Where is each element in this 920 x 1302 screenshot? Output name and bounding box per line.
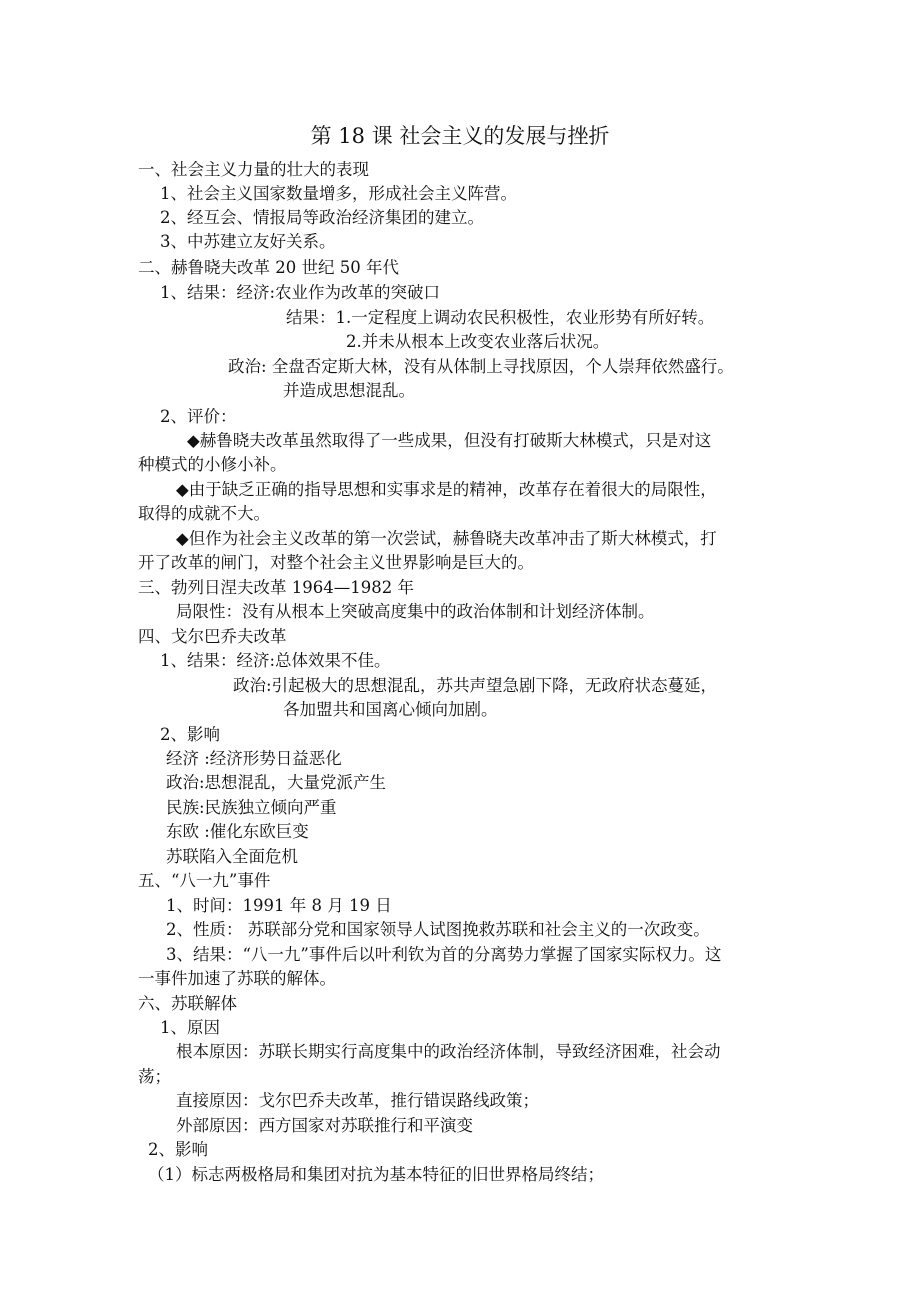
text-line: 东欧 :催化东欧巨变 (166, 822, 309, 841)
text-line: 政治:思想混乱，大量党派产生 (166, 773, 387, 792)
text-line: 3、中苏建立友好关系。 (160, 232, 336, 251)
section-heading-6: 六、苏联解体 (138, 994, 237, 1013)
section-heading-2: 二、赫鲁晓夫改革 20 世纪 50 年代 (138, 258, 399, 277)
text-line: 种模式的小修小补。 (138, 455, 287, 474)
section-heading-1: 一、社会主义力量的壮大的表现 (138, 160, 369, 179)
text-line: 2.并未从根本上改变农业落后状况。 (346, 332, 610, 351)
text-line: ◆由于缺乏正确的指导思想和实事求是的精神，改革存在着很大的局限性， (176, 480, 717, 499)
text-line: 2、影响 (148, 1140, 208, 1159)
text-line: 苏联陷入全面危机 (166, 847, 298, 866)
text-line: 根本原因：苏联长期实行高度集中的政治经济体制，导致经济困难，社会动 (176, 1042, 721, 1061)
text-line: （1）标志两极格局和集团对抗为基本特征的旧世界格局终结； (148, 1165, 604, 1184)
text-line: 各加盟共和国离心倾向加剧。 (283, 700, 498, 719)
text-line: 民族:民族独立倾向严重 (166, 798, 337, 817)
text-line: 经济 :经济形势日益恶化 (166, 749, 342, 768)
text-line: 荡； (138, 1067, 171, 1086)
text-line: 政治: 全盘否定斯大林，没有从体制上寻找原因，个人崇拜依然盛行。 (228, 357, 734, 376)
text-line: 2、经互会、情报局等政治经济集团的建立。 (160, 208, 484, 227)
section-heading-4: 四、戈尔巴乔夫改革 (138, 627, 287, 646)
text-line: 1、结果：经济:农业作为改革的突破口 (160, 283, 441, 302)
text-line: 2、评价： (160, 407, 237, 426)
text-line: 取得的成就不大。 (138, 504, 270, 523)
lesson-title: 第 18 课 社会主义的发展与挫折 (310, 124, 610, 148)
text-line: ◆但作为社会主义改革的第一次尝试，赫鲁晓夫改革冲击了斯大林模式，打 (176, 529, 717, 548)
text-line: 1、结果：经济:总体效果不佳。 (160, 651, 391, 670)
text-line: 开了改革的闸门，对整个社会主义世界影响是巨大的。 (138, 553, 534, 572)
text-line: 3、结果：“八一九”事件后以叶利钦为首的分离势力掌握了国家实际权力。这 (166, 945, 722, 964)
section-heading-5: 五、“八一九”事件 (138, 871, 271, 890)
text-line: 1、时间：1991 年 8 月 19 日 (166, 896, 392, 915)
text-line: 一事件加速了苏联的解体。 (138, 969, 336, 988)
text-line: 1、原因 (160, 1018, 220, 1037)
text-line: 并造成思想混乱。 (283, 381, 415, 400)
text-line: 直接原因：戈尔巴乔夫改革，推行错误路线政策； (176, 1091, 539, 1110)
text-line: 2、性质： 苏联部分党和国家领导人试图挽救苏联和社会主义的一次政变。 (166, 920, 710, 939)
text-line: 1、社会主义国家数量增多，形成社会主义阵营。 (160, 184, 517, 203)
text-line: 2、影响 (160, 725, 220, 744)
text-line: 政治:引起极大的思想混乱，苏共声望急剧下降，无政府状态蔓延， (233, 676, 718, 695)
text-line: ◆赫鲁晓夫改革虽然取得了一些成果，但没有打破斯大林模式，只是对这 (187, 431, 712, 450)
text-line: 局限性：没有从根本上突破高度集中的政治体制和计划经济体制。 (176, 602, 655, 621)
text-line: 结果：1.一定程度上调动农民积极性，农业形势有所好转。 (286, 308, 715, 327)
section-heading-3: 三、勃列日涅夫改革 1964—1982 年 (138, 578, 414, 597)
text-line: 外部原因：西方国家对苏联推行和平演变 (176, 1116, 473, 1135)
